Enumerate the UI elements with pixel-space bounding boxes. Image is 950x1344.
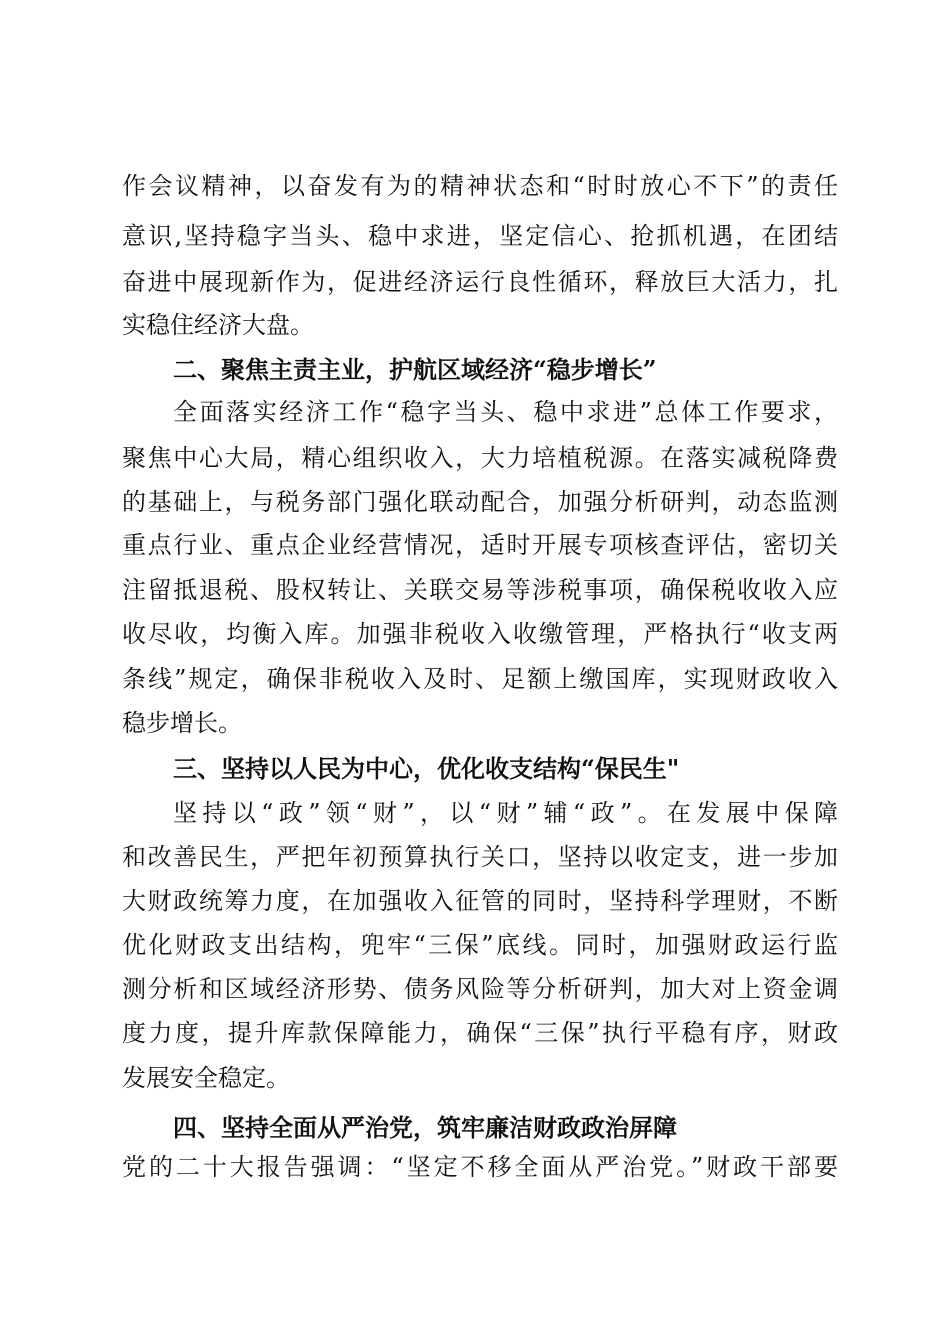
section-2-line-2: 聚焦中心大局，精心组织收入，大力培植税源。在落实减税降费 xyxy=(122,444,838,472)
section-3-line-3: 大财政统筹力度，在加强收入征管的同时，坚持科学理财，不断 xyxy=(122,887,838,915)
intro-line-1: 作会议精神，以奋发有为的精神状态和“时时放心不下”的责任 xyxy=(122,172,838,200)
intro-line-2: 意识,坚持稳字当头、稳中求进，坚定信心、抢抓机遇，在团结 xyxy=(122,222,838,250)
section-3-line-2: 和改善民生，严把年初预算执行关口，坚持以收定支，进一步加 xyxy=(122,843,838,871)
section-3-line-5: 测分析和区域经济形势、债务风险等分析研判，加大对上资金调 xyxy=(122,975,838,1003)
section-2-line-3: 的基础上，与税务部门强化联动配合，加强分析研判，动态监测 xyxy=(122,488,838,516)
section-2-line-4: 重点行业、重点企业经营情况，适时开展专项核查评估，密切关 xyxy=(122,531,838,559)
section-4-line-1: 党的二十大报告强调：“坚定不移全面从严治党。”财政干部要 xyxy=(122,1153,838,1181)
section-3-line-6: 度力度，提升库款保障能力，确保“三保”执行平稳有序，财政 xyxy=(122,1019,838,1047)
intro-line-4: 实稳住经济大盘。 xyxy=(122,311,314,339)
section-3-heading: 三、坚持以人民为中心，优化收支结构“保民生" xyxy=(173,754,680,783)
section-2-line-7: 条线”规定，确保非税收入及时、足额上缴国库，实现财政收入 xyxy=(122,665,838,693)
section-2-heading: 二、聚焦主责主业，护航区域经济“稳步增长” xyxy=(173,355,657,384)
section-4-heading: 四、坚持全面从严治党，筑牢廉洁财政政治屏障 xyxy=(173,1113,677,1142)
section-2-line-5: 注留抵退税、股权转让、关联交易等涉税事项，确保税收收入应 xyxy=(122,576,838,604)
intro-line-3: 奋进中展现新作为，促进经济运行良性循环，释放巨大活力，扎 xyxy=(122,268,838,296)
section-2-line-1: 全面落实经济工作“稳字当头、稳中求进”总体工作要求， xyxy=(173,398,838,426)
section-3-line-7: 发展安全稳定。 xyxy=(122,1064,290,1092)
section-2-line-8: 稳步增长。 xyxy=(122,709,242,737)
section-3-line-4: 优化财政支出结构，兜牢“三保”底线。同时，加强财政运行监 xyxy=(122,931,838,959)
section-3-line-1: 坚持以“政”领“财”，以“财”辅“政”。在发展中保障 xyxy=(173,799,838,827)
section-2-line-6: 收尽收，均衡入库。加强非税收入收缴管理，严格执行“收支两 xyxy=(122,620,838,648)
